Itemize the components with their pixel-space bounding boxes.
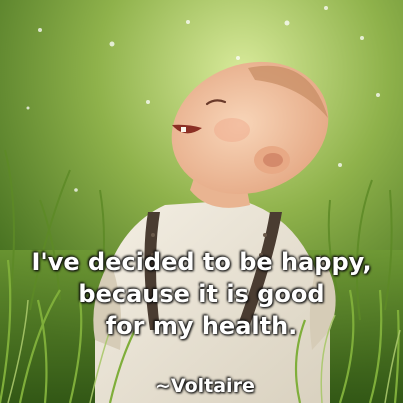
quote-attribution: ~Voltaire (155, 375, 255, 397)
baby-cheek (214, 118, 250, 142)
baby-teeth (181, 127, 186, 132)
quote-line-3: for my health. (105, 312, 298, 340)
quote-line-2: because it is good (78, 280, 325, 308)
quote-line-1: I've decided to be happy, (31, 248, 372, 276)
baby-ear-inner (263, 153, 283, 167)
